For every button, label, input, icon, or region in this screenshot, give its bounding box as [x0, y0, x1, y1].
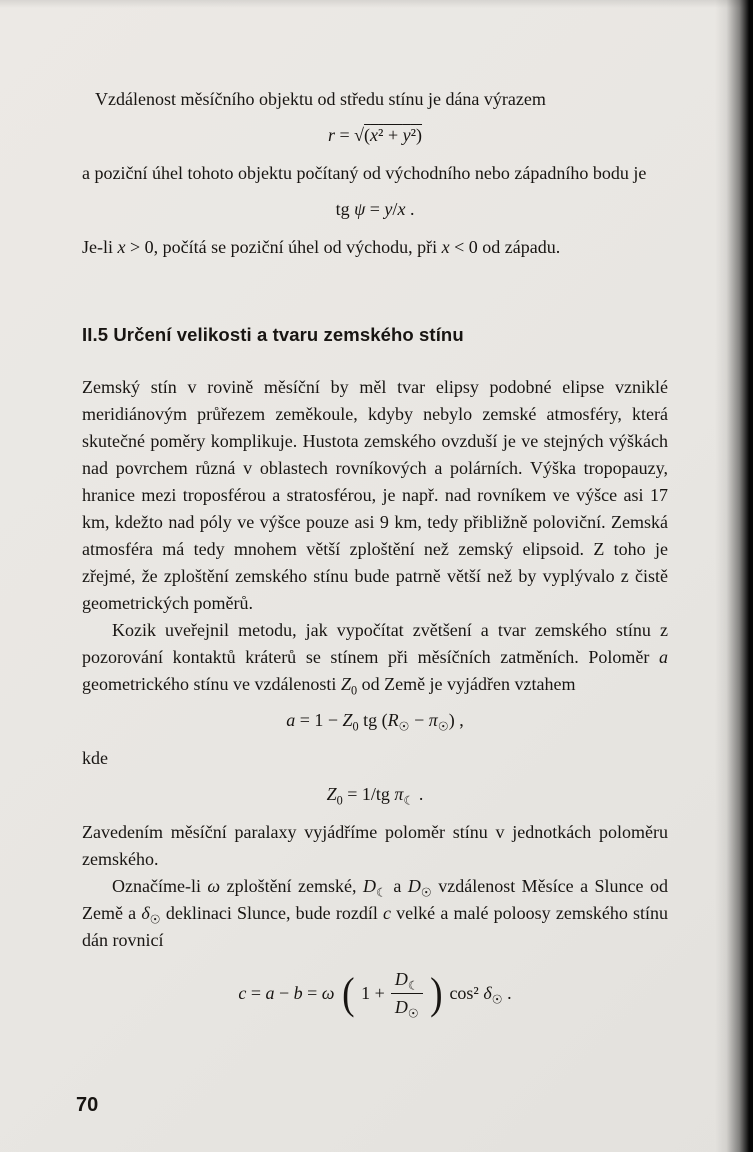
formula-lead: c = a − b = ω — [238, 983, 335, 1004]
formula-tail: cos² $\delta_☉$ . — [449, 983, 512, 1007]
paragraph-kde: kde — [82, 748, 108, 768]
page-top-shade — [0, 0, 753, 8]
formula-text: tg ψ = y/x . — [335, 199, 415, 219]
formula-text: $Z_0 = 1/tg$ $\pi_☾$ . — [326, 784, 424, 808]
paragraph-lunar-parallax: Zavedením měsíční paralaxy vyjádříme poloměr stínu v jednotkách poloměru zemského. — [82, 822, 668, 869]
section-heading: II.5 Určení velikosti a tvaru zemského stínu — [82, 324, 464, 345]
fraction-numerator: $D_☾$ — [391, 968, 423, 994]
formula-text: $r = √(\overline{x}^2 + \overline{y}^2)$ — [327, 125, 423, 145]
paragraph-kozik-method: Kozik uveřejnil metodu, jak vypočítat zvětšení a tvar zemského stínu z pozorování kontaktů kráterů se stínem při měsíčních zatměních. Poloměr a geometrického stínu ve vzdálenosti $Z_0$ od Země je vyjádřen vztahem — [82, 620, 668, 698]
paragraph-position-angle: a poziční úhel tohoto objektu počítaný od východního nebo západního bodu je — [82, 163, 647, 183]
formula-z0-definition — [82, 781, 668, 808]
formula-text: $a = 1 - Z_0$ tg $(R_☉ - \pi_☉)$ , — [286, 710, 464, 734]
formula-inner: 1 + — [361, 983, 385, 1004]
fraction-distance-ratio — [391, 968, 423, 1020]
paragraph-oblateness-definition: Označíme-li ω zploštění zemské, $D_☾$ a $D_☉$ vzdálenost Měsíce a Slunce od Země a $\delta_☉$ deklinaci Slunce, bude rozdíl c velké a malé poloosy zemského stínu dán rovnicí — [82, 876, 669, 950]
left-parenthesis: ( — [341, 969, 355, 1019]
book-binding-shadow — [715, 0, 753, 1152]
page-number: 70 — [76, 1094, 99, 1116]
right-parenthesis: ) — [429, 969, 443, 1019]
formula-distance-from-shadow-center — [82, 122, 668, 149]
paragraph-angle-convention: Je-li x > 0, počítá se poziční úhel od východu, při x < 0 od západu. — [82, 237, 561, 257]
formula-position-angle — [82, 196, 668, 223]
fraction-denominator: $D_☉$ — [394, 997, 419, 1021]
text-column — [82, 86, 668, 1020]
formula-semiaxis-difference — [82, 968, 668, 1020]
paragraph-earth-shadow-shape: Zemský stín v rovině měsíční by měl tvar elipsy podobné elipse vzniklé meridiánovým průřezem zeměkoule, kdyby nebylo zemské atmosféry, která skutečné poměry komplikuje. Hustota zemského ovzduší je ve stejných výškách nad povrchem různá v oblastech rovníkových a polárních. Výška tropopauzy, hranice mezi troposférou a stratosférou, je např. nad rovníkem ve výšce asi 17 km, kdežto nad póly ve výšce pouze asi 9 km, tedy přibližně poloviční. Zemská atmosféra má tedy mnohem větší zploštění než zemský elipsoid. Z toho je zřejmé, že zploštění zemského stínu bude patrně větší než by vyplývalo z čistě geometrických poměrů. — [82, 377, 668, 613]
paragraph-intro-distance: Vzdálenost měsíčního objektu od středu stínu je dána výrazem — [95, 89, 546, 109]
formula-shadow-radius — [82, 707, 668, 734]
